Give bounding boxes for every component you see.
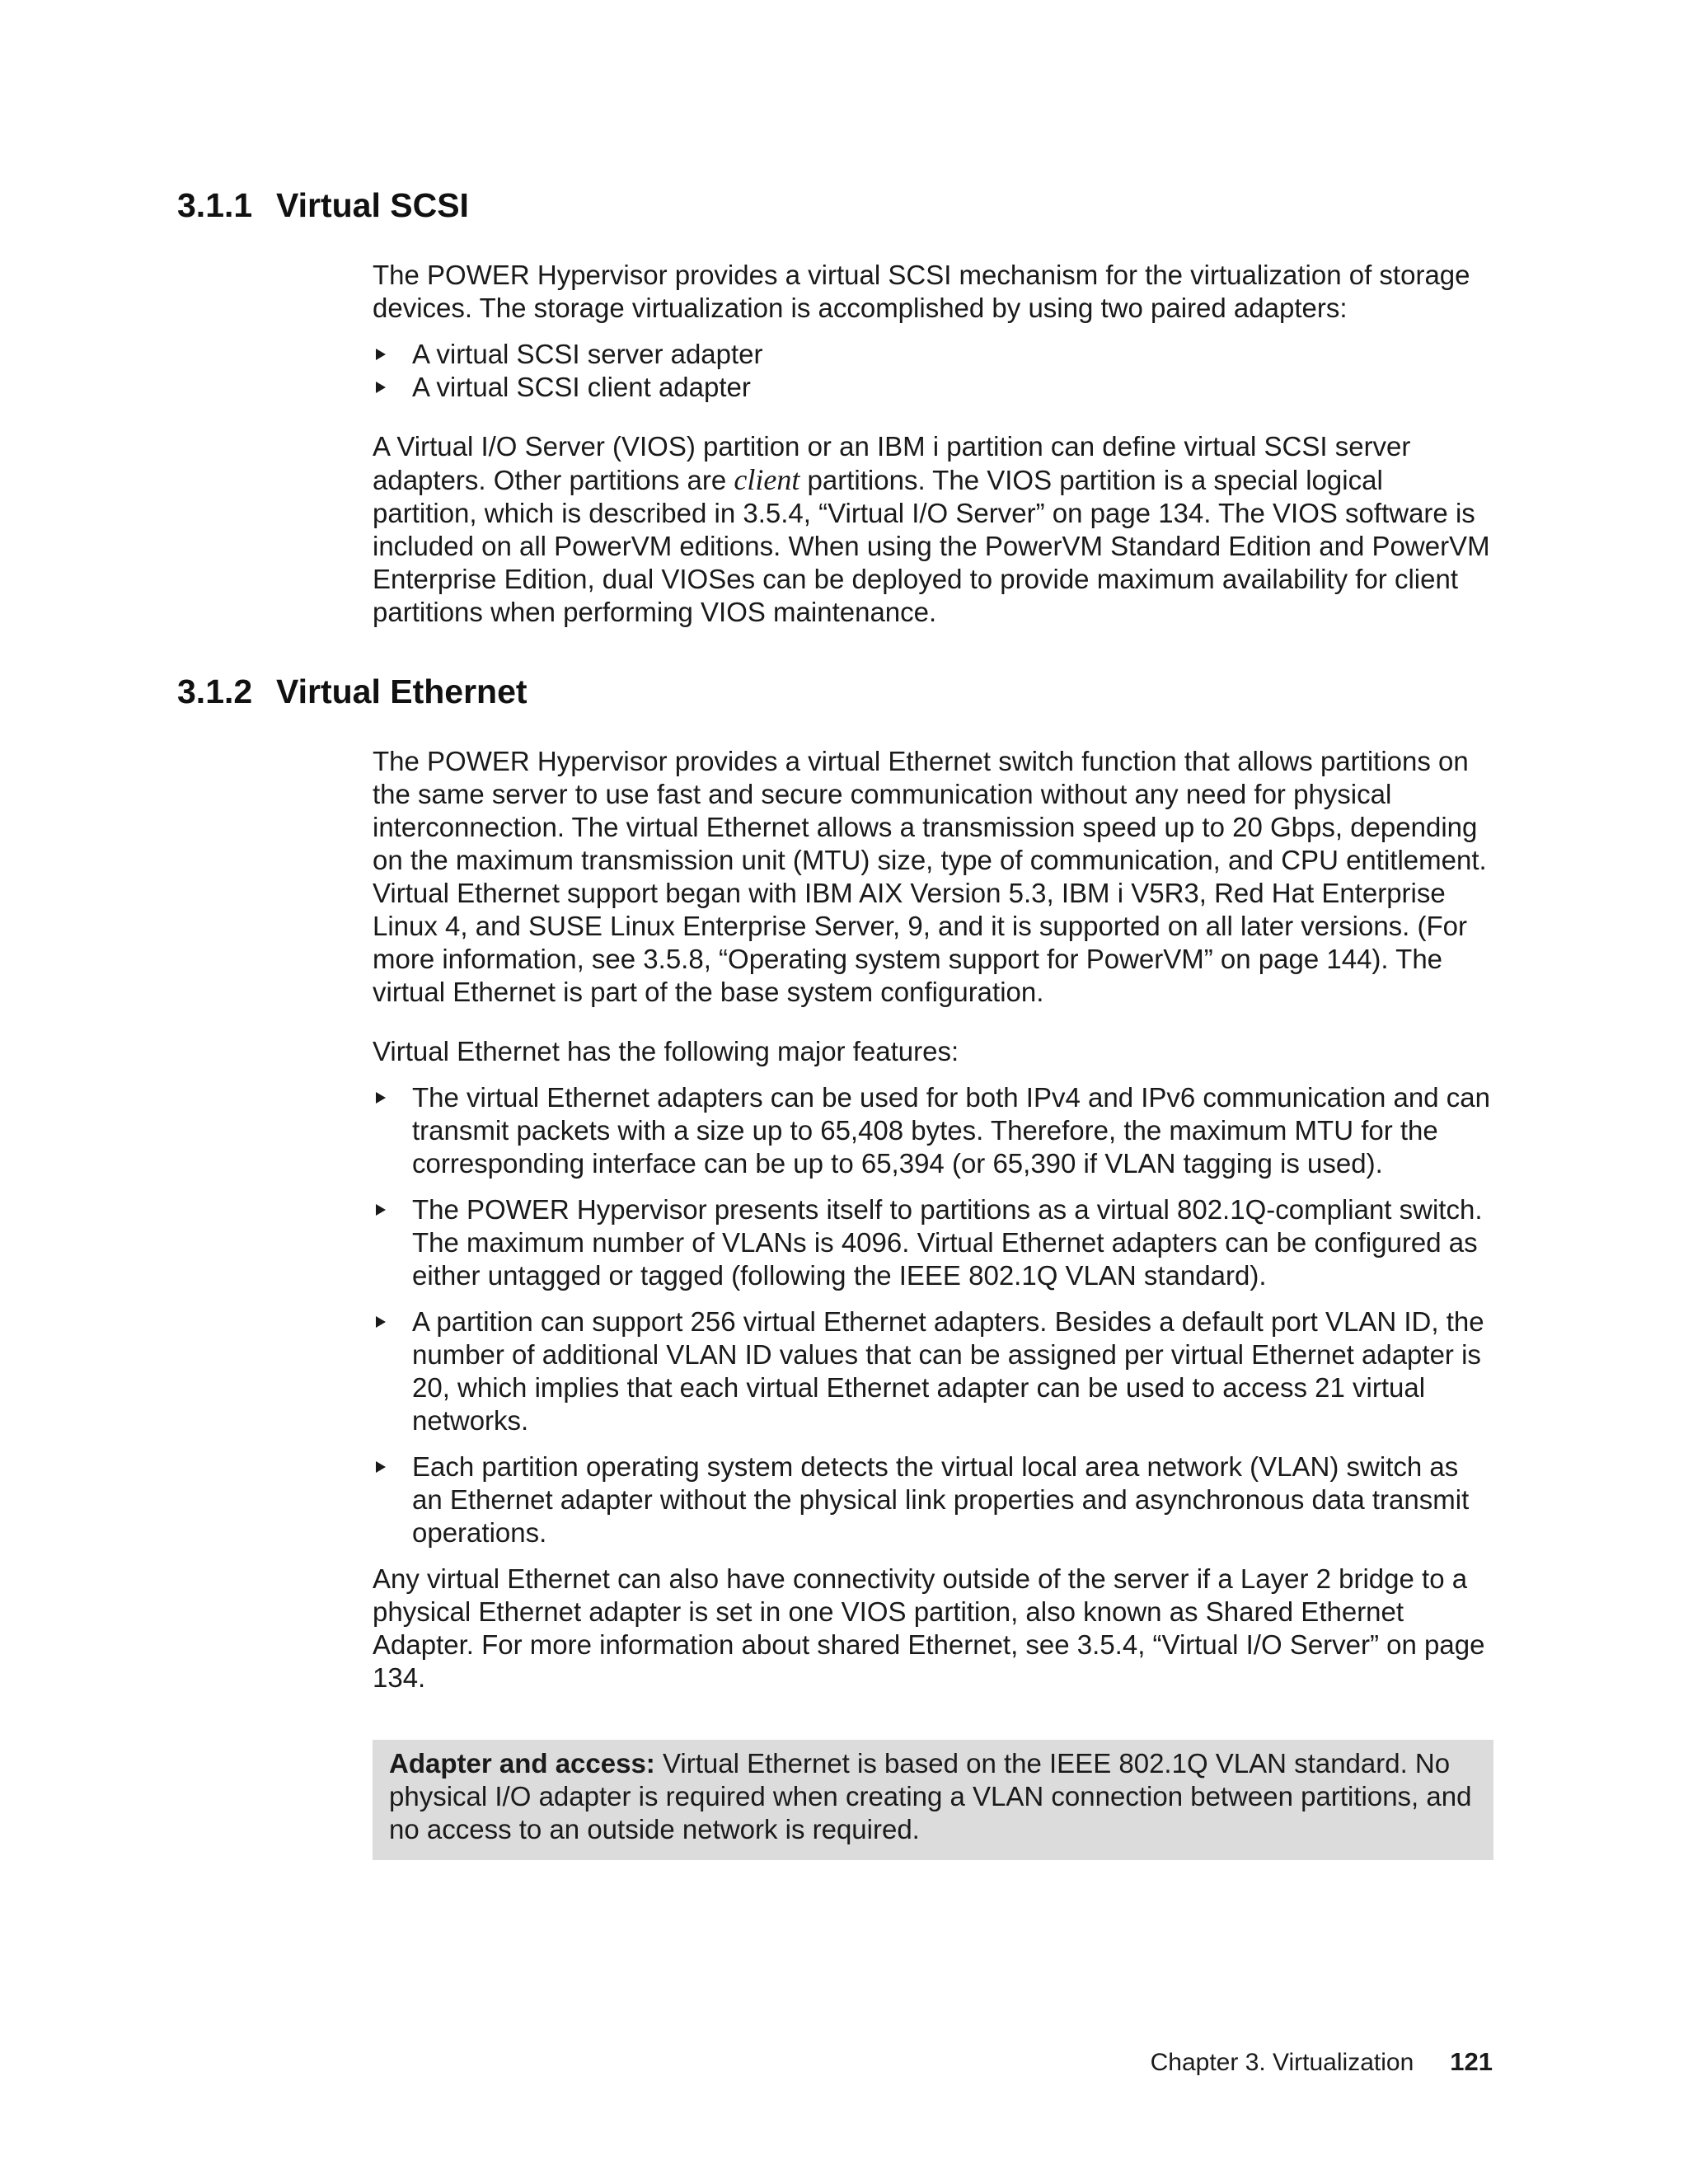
list-item xyxy=(373,1193,1493,1292)
section-body-virtual-scsi xyxy=(373,259,1493,629)
paragraph: Any virtual Ethernet can also have connectivity outside of the server if a Layer 2 bridge to a physical Ethernet adapter is set in one VIOS partition, also known as Shared Ethernet Adapter. For more information about shared Ethernet, see 3.5.4, “Virtual I/O Server” on page 134. xyxy=(373,1563,1485,1693)
note-body: Virtual Ethernet is based on the IEEE 802.1Q VLAN standard. No physical I/O adapter is required when creating a VLAN connection between partitions, and no access to an outside network is required. xyxy=(389,1748,1472,1844)
section-number: 3.1.1 xyxy=(177,186,253,224)
bullet-triangle-icon xyxy=(376,1204,386,1216)
list-item xyxy=(373,1451,1493,1549)
list-item-text: Each partition operating system detects the virtual local area network (VLAN) switch as an Ethernet adapter without the physical link properties and asynchronous data transmit operations. xyxy=(412,1451,1470,1548)
list-item-text: A virtual SCSI client adapter xyxy=(412,372,751,402)
note-box xyxy=(373,1740,1493,1860)
paragraph-text: partitions. The VIOS partition is a special logical partition, which is described in 3.5.4, “Virtual I/O Server” on page 134. The VIOS software is included on all PowerVM editions. When using the PowerVM Standard Edition and PowerVM Enterprise Edition, dual VIOSes can be deployed to provide maximum availability for client partitions when performing VIOS maintenance. xyxy=(373,465,1490,627)
section-title: Virtual SCSI xyxy=(276,186,469,224)
bullet-triangle-icon xyxy=(376,1461,386,1473)
bullet-triangle-icon xyxy=(376,349,386,360)
paragraph: Virtual Ethernet has the following major features: xyxy=(373,1036,959,1066)
bullet-triangle-icon xyxy=(376,382,386,393)
section-heading-virtual-scsi xyxy=(177,186,469,225)
list-item-text: The POWER Hypervisor presents itself to partitions as a virtual 802.1Q-compliant switch. The maximum number of VLANs is 4096. Virtual Ethernet adapters can be configured as either untagged or tagged (following the IEEE 802.1Q VLAN standard). xyxy=(412,1194,1483,1291)
list-item-text: The virtual Ethernet adapters can be used for both IPv4 and IPv6 communication and can transmit packets with a size up to 65,408 bytes. Therefore, the maximum MTU for the corresponding interface can be up to 65,394 (or 65,390 if VLAN tagging is used). xyxy=(412,1082,1490,1179)
footer-chapter: Chapter 3. Virtualization xyxy=(1150,2049,1414,2076)
paragraph xyxy=(373,430,1493,629)
page-number: 121 xyxy=(1450,2047,1493,2076)
section-number: 3.1.2 xyxy=(177,673,253,710)
bullet-list xyxy=(373,338,1493,404)
list-item xyxy=(373,338,1493,371)
emphasis-client: client xyxy=(734,463,800,496)
section-body-virtual-ethernet xyxy=(373,745,1493,1694)
paragraph-text: A Virtual I/O Server (VIOS) partition or an IBM i partition can define virtual SCSI server adapters. Other partitions are xyxy=(373,431,1411,495)
feature-list xyxy=(373,1081,1493,1549)
list-item-text: A virtual SCSI server adapter xyxy=(412,339,763,369)
bullet-triangle-icon xyxy=(376,1316,386,1328)
note-text xyxy=(389,1740,1477,1846)
section-title: Virtual Ethernet xyxy=(276,673,528,710)
paragraph: The POWER Hypervisor provides a virtual SCSI mechanism for the virtualization of storage devices. The storage virtualization is accomplished by using two paired adapters: xyxy=(373,260,1470,323)
list-item-text: A partition can support 256 virtual Ethernet adapters. Besides a default port VLAN ID, the number of additional VLAN ID values that can be assigned per virtual Ethernet adapter is 20, which implies that each virtual Ethernet adapter can be used to access 21 virtual networks. xyxy=(412,1306,1484,1436)
list-item xyxy=(373,1081,1493,1180)
page-footer xyxy=(1151,2047,1493,2077)
section-heading-virtual-ethernet xyxy=(177,673,528,711)
list-item xyxy=(373,371,1493,404)
list-item xyxy=(373,1305,1493,1437)
paragraph: The POWER Hypervisor provides a virtual Ethernet switch function that allows partitions on the same server to use fast and secure communication without any need for physical interconnection. The virtual Ethernet allows a transmission speed up to 20 Gbps, depending on the maximum transmission unit (MTU) size, type of communication, and CPU entitlement. Virtual Ethernet support began with IBM AIX Version 5.3, IBM i V5R3, Red Hat Enterprise Linux 4, and SUSE Linux Enterprise Server, 9, and it is supported on all later versions. (For more information, see 3.5.8, “Operating system support for PowerVM” on page 144). The virtual Ethernet is part of the base system configuration. xyxy=(373,746,1487,1007)
note-label: Adapter and access: xyxy=(389,1748,655,1779)
bullet-triangle-icon xyxy=(376,1092,386,1104)
